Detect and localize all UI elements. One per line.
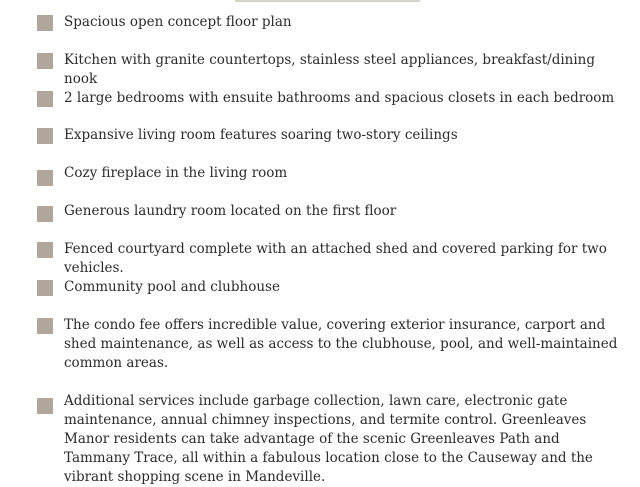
square-bullet-icon — [37, 318, 53, 334]
feature-text: Additional services include garbage collection, lawn care, electronic gate maintenance, annual chimney inspections, and termite control. Greenleaves Manor residents can take advantage of the scenic Greenleaves Path and Tammany Trace, all within a fabulous location close to the Causeway and the vibrant shopping scene in Mandeville. — [64, 393, 593, 485]
square-bullet-icon — [37, 242, 53, 258]
feature-text: Expansive living room features soaring two-story ceilings — [64, 127, 458, 143]
feature-text: Spacious open concept floor plan — [64, 14, 292, 30]
feature-text: The condo fee offers incredible value, covering exterior insurance, carport and shed maintenance, as well as access to the clubhouse, pool, and well-maintained common areas. — [64, 317, 618, 371]
square-bullet-icon — [37, 206, 53, 222]
feature-text: Generous laundry room located on the first floor — [64, 203, 397, 219]
square-bullet-icon — [37, 170, 53, 186]
feature-text: 2 large bedrooms with ensuite bathrooms and spacious closets in each bedroom — [64, 90, 615, 106]
square-bullet-icon — [37, 128, 53, 144]
square-bullet-icon — [37, 15, 53, 31]
top-divider — [235, 0, 420, 2]
feature-text: Cozy fireplace in the living room — [64, 165, 288, 181]
square-bullet-icon — [37, 280, 53, 296]
feature-text: Fenced courtyard complete with an attached shed and covered parking for two vehicles. — [64, 241, 607, 276]
feature-text: Community pool and clubhouse — [64, 279, 280, 295]
square-bullet-icon — [37, 91, 53, 107]
square-bullet-icon — [37, 398, 53, 414]
feature-text: Kitchen with granite countertops, stainless steel appliances, breakfast/dining nook — [64, 52, 596, 87]
square-bullet-icon — [37, 53, 53, 69]
